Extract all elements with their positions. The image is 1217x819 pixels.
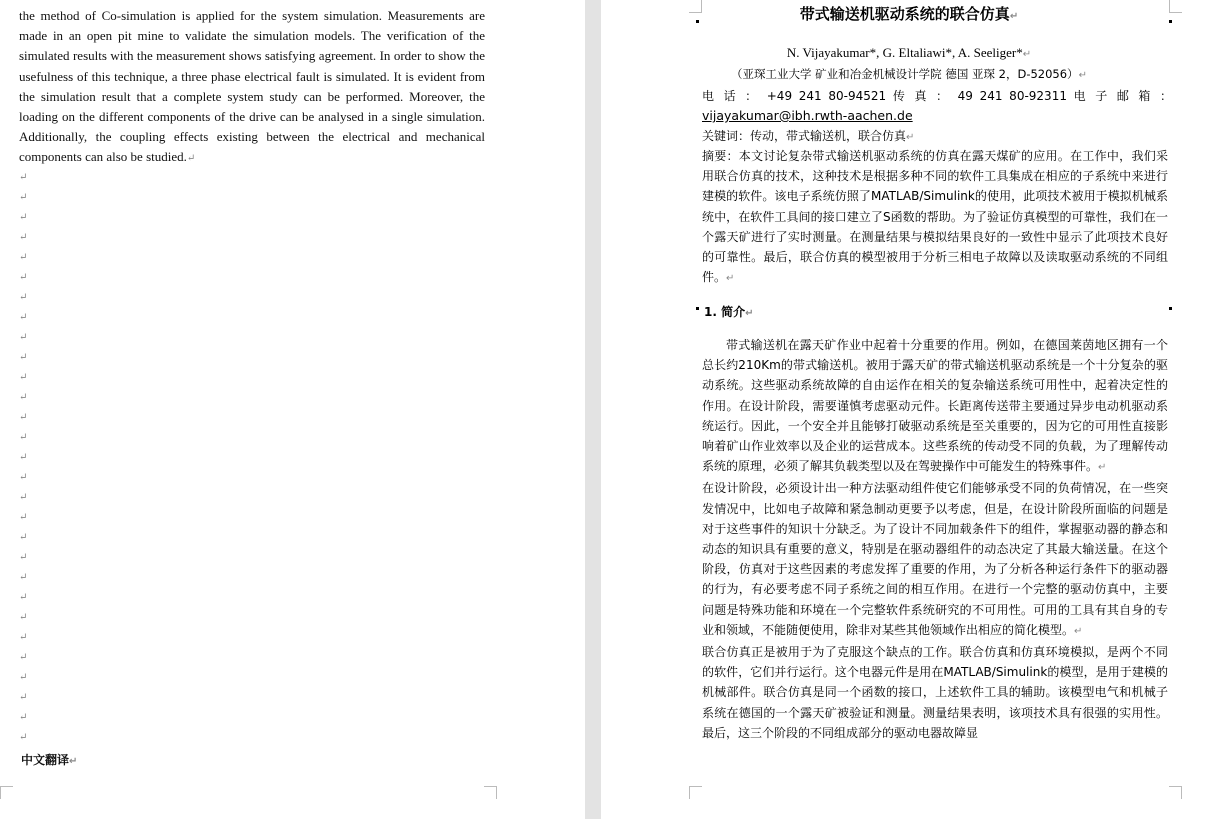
chinese-translation-heading [21, 751, 77, 768]
section-title: 简介 [721, 305, 746, 319]
empty-paragraph-mark: ↵ [19, 672, 28, 683]
document-title-text: 带式输送机驱动系统的联合仿真 [799, 5, 1010, 23]
paragraph-mark: ↵ [726, 273, 735, 285]
affiliation-line [601, 66, 1217, 82]
empty-paragraph-mark: ↵ [19, 292, 28, 303]
empty-paragraph-mark: ↵ [19, 372, 28, 383]
empty-paragraph-mark: ↵ [19, 592, 28, 603]
empty-paragraph-mark: ↵ [19, 692, 28, 703]
affiliation-text: （亚琛工业大学 矿业和冶金机械设计学院 德国 亚琛 2，D-52056） [731, 67, 1079, 81]
empty-paragraph-mark: ↵ [19, 732, 28, 743]
empty-paragraph-mark: ↵ [19, 492, 28, 503]
empty-paragraph-mark: ↵ [19, 532, 28, 543]
paragraph-mark: ↵ [186, 153, 196, 165]
keywords-line [702, 126, 1168, 148]
empty-paragraph-mark: ↵ [19, 412, 28, 423]
chinese-translation-heading-text: 中文翻译 [21, 753, 70, 767]
empty-paragraph-mark: ↵ [19, 232, 28, 243]
left-page [0, 0, 585, 819]
body-paragraph [702, 335, 1168, 478]
empty-paragraph-mark: ↵ [19, 172, 28, 183]
empty-paragraph-mark: ↵ [19, 212, 28, 223]
document-title [601, 3, 1217, 24]
section-number: 1. [704, 305, 717, 319]
body-paragraph [702, 642, 1168, 743]
page-gutter [585, 0, 601, 819]
paragraph-mark: ↵ [745, 308, 754, 319]
right-page [601, 0, 1217, 819]
authors-line [601, 45, 1217, 61]
abstract-paragraph [702, 146, 1168, 289]
paragraph-mark: ↵ [69, 756, 78, 767]
empty-paragraph-mark: ↵ [19, 552, 28, 563]
empty-paragraph-mark: ↵ [19, 272, 28, 283]
section-bullet-marker [696, 307, 699, 310]
body-paragraph-text: 在设计阶段，必须设计出一种方法驱动组件使它们能够承受不同的负荷情况，在一些突发情况中，比如电子故障和紧急制动更要予以考虑，但是，在设计阶段所面临的问题是对于这些事件的知识十分缺乏。为了设计不同加载条件下的组件，掌握驱动器的静态和动态的知识具有重要的意义，特别是在驱动器组件的动态决定了其最大输送量。在这个阶段，仿真对于这些因素的考虑发挥了重要的作用，为了分析各种运行条件下的驱动器的行为，有必要考虑不同子系统之间的相互作用。在进行一个完整的驱动仿真中，主要问题是特殊功能和环境在一个完整软件系统研究的不可用性。可用的工具有其自身的专业和领域，不能随便使用，除非对某些其他领域作出相应的简化模型。 [702, 481, 1168, 637]
empty-paragraph-mark: ↵ [19, 392, 28, 403]
empty-paragraph-mark: ↵ [19, 632, 28, 643]
empty-paragraph-mark: ↵ [19, 192, 28, 203]
crop-mark-bottom-right [1169, 786, 1182, 799]
empty-paragraph-mark: ↵ [19, 612, 28, 623]
empty-paragraph-mark: ↵ [19, 452, 28, 463]
paragraph-mark: ↵ [1098, 462, 1107, 474]
crop-mark-bottom-left-inner [0, 786, 13, 799]
empty-paragraph-mark: ↵ [19, 352, 28, 363]
empty-paragraph-mark: ↵ [19, 472, 28, 483]
contact-line: 电 话 ： +49 241 80-94521 传 真 ： 49 241 80-92311 电 子 邮 箱 ： [702, 89, 1172, 103]
paragraph-mark: ↵ [1078, 70, 1087, 81]
abstract-text: 摘要：本文讨论复杂带式输送机驱动系统的仿真在露天煤矿的应用。在工作中，我们采用联合仿真的技术，这种技术是根据多种不同的软件工具集成在相应的子系统中来进行建模的软件。该电子系统仿照了MATLAB/Simulink的使用，此项技术被用于模拟机械系统中，在软件工具间的接口建立了S函数的帮助。为了验证仿真模型的可靠性，我们在一个露天矿进行了实时测量。在测量结果与模拟结果良好的一致性中显示了此项技术良好的可靠性。最后，联合仿真的模型被用于分析三相电子故障以及读取驱动系统的不同组件。 [702, 149, 1168, 285]
section-bullet-marker [1169, 307, 1172, 310]
empty-paragraph-mark: ↵ [19, 432, 28, 443]
empty-paragraph-mark: ↵ [19, 652, 28, 663]
english-paragraph [19, 6, 485, 170]
empty-paragraph-mark: ↵ [19, 252, 28, 263]
email-link[interactable]: vijayakumar@ibh.rwth-aachen.de [702, 108, 913, 123]
introduction-body [702, 335, 1168, 819]
body-paragraph [702, 478, 1168, 642]
empty-paragraph-mark: ↵ [19, 512, 28, 523]
paragraph-mark: ↵ [906, 132, 915, 143]
body-paragraph-text: 联合仿真正是被用于为了克服这个缺点的工作。联合仿真和仿真环境模拟，是两个不同的软件，它们并行运行。这个电器元件是用在MATLAB/Simulink的模型，是用于建模的机械部件。联合仿真是同一个函数的接口，上述软件工具的辅助。该模型电气和机械子系统在德国的一个露天矿被验证和测量。测量结果表明，该项技术具有很强的实用性。最后，这三个阶段的不同组成部分的驱动电器故障显 [702, 645, 1168, 740]
section-heading-introduction [704, 303, 754, 320]
empty-paragraph-mark: ↵ [19, 332, 28, 343]
english-paragraph-text: the method of Co-simulation is applied for the system simulation. Measurements are made in an open pit mine to validate the simulation models. The verification of the simulated results with the measurement shows satisfying agreement. In order to show the usefulness of this technique, a three phase electrical fault is simulated. It is evident from the simulation result that a complete system study can be performed. Moreover, the loading on the different components of the drive can be analysed in a single simulation. Additionally, the coupling effects existing between the electrical and mechanical components can also be studied. [19, 8, 485, 165]
authors-text: N. Vijayakumar*, G. Eltaliawi*, A. Seeliger* [786, 45, 1023, 60]
paragraph-mark: ↵ [1074, 625, 1083, 637]
keywords-text: 关键词：传动，带式输送机，联合仿真 [702, 129, 907, 143]
paragraph-mark: ↵ [1009, 11, 1019, 22]
body-paragraph-text: 带式输送机在露天矿作业中起着十分重要的作用。例如，在德国莱茵地区拥有一个总长约210Km的带式输送机。被用于露天矿的带式输送机驱动系统是一个十分复杂的驱动系统。这些驱动系统故障的自由运作在相关的复杂输送系统可用性中，起着决定性的作用。在设计阶段，需要谨慎考虑驱动元件。长距离传送带主要通过异步电动机驱动系统运行。因此，一个安全并且能够打破驱动系统是至关重要的，因为它的可用性直接影响着矿山作业效率以及企业的运营成本。这些系统的传动受不同的负载，为了理解传动系统的原理，必须了解其负载类型以及在驾驶操作中可能发生的特殊事件。 [702, 338, 1168, 474]
empty-paragraph-mark: ↵ [19, 712, 28, 723]
empty-paragraph-mark: ↵ [19, 312, 28, 323]
crop-mark-bottom-right [484, 786, 497, 799]
paragraph-mark: ↵ [1022, 49, 1032, 60]
crop-mark-bottom-left [689, 786, 702, 799]
empty-paragraph-mark: ↵ [19, 572, 28, 583]
